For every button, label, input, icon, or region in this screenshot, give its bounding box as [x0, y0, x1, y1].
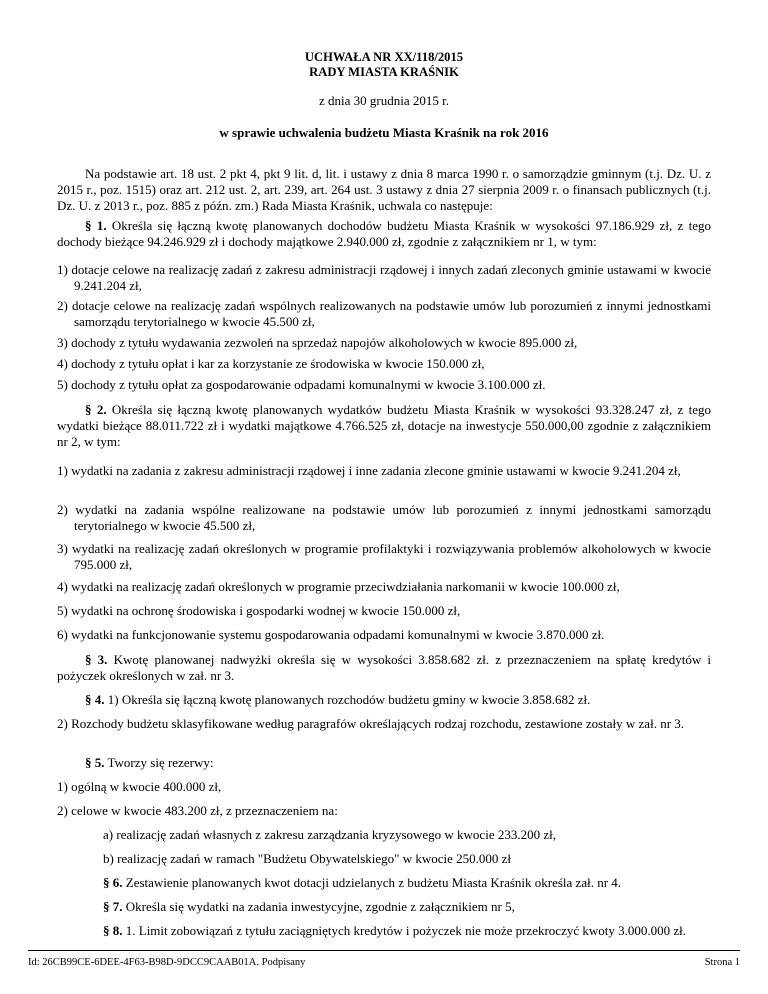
section-8-label: § 8. — [103, 923, 123, 938]
s5-item-2: 2) celowe w kwocie 483.200 zł, z przeznaczeniem na: — [57, 803, 338, 818]
section-5-label: § 5. — [85, 755, 105, 770]
s2-item-2: 2) wydatki na zadania wspólne realizowane na podstawie umów lub porozumień z innymi jednostkami samorządu terytorialnego w kwocie 45.500 zł, — [57, 502, 711, 533]
s2-item-6: 6) wydatki na funkcjonowanie systemu gospodarowania odpadami komunalnymi w kwocie 3.870.000 zł. — [57, 627, 605, 642]
section-5-text: Tworzy się rezerwy: — [104, 755, 214, 770]
s2-item-3: 3) wydatki na realizację zadań określonych w programie profilaktyki i rozwiązywania problemów alkoholowych w kwocie 795.000 zł, — [57, 541, 711, 572]
footer-document-id: Id: 26CB99CE-6DEE-4F63-B98D-9DCC9CAAB01A. Podpisany — [28, 957, 306, 968]
section-3 — [57, 652, 711, 684]
s1-item-5: 5) dochody z tytułu opłat za gospodarowanie odpadami komunalnymi w kwocie 3.100.000 zł. — [57, 377, 546, 392]
s5-item-1: 1) ogólną w kwocie 400.000 zł, — [57, 779, 222, 794]
section-8 — [103, 923, 711, 939]
section-7-label: § 7. — [103, 899, 123, 914]
section-2-label: § 2. — [85, 402, 107, 417]
section-8-text: 1. Limit zobowiązań z tytułu zaciągniętych kredytów i pożyczek nie może przekroczyć kwoty 3.000.000 zł. — [122, 923, 686, 938]
section-3-label: § 3. — [85, 652, 108, 667]
section-1-text: Określa się łączną kwotę planowanych dochodów budżetu Miasta Kraśnik w wysokości 97.186.929 zł, z tego dochody bieżące 94.246.929 zł i dochody majątkowe 2.940.000 zł, zgodnie z załącznikiem nr 1, w tym: — [57, 218, 711, 249]
section-4-text: 1) Określa się łączną kwotę planowanych rozchodów budżetu gminy w kwocie 3.858.682 zł. — [104, 692, 591, 707]
s2-item-1: 1) wydatki na zadania z zakresu administracji rządowej i inne zadania zlecone gminie ustawami w kwocie 9.241.204 zł, — [57, 463, 681, 478]
s5-sub-b: b) realizację zadań w ramach "Budżetu Obywatelskiego" w kwocie 250.000 zł — [103, 851, 512, 866]
s1-item-1: 1) dotacje celowe na realizację zadań z zakresu administracji rządowej i innych zadań zleconych gminie ustawami w kwocie 9.241.204 zł, — [57, 262, 711, 293]
footer-page-number: Strona 1 — [704, 957, 740, 968]
s1-item-3: 3) dochody z tytułu wydawania zezwoleń na sprzedaż napojów alkoholowych w kwocie 895.000 zł, — [57, 335, 578, 350]
section-7 — [103, 899, 711, 915]
document-date: z dnia 30 grudnia 2015 r. — [319, 93, 449, 108]
section-6-label: § 6. — [103, 875, 123, 890]
section-3-text: Kwotę planowanej nadwyżki określa się w wysokości 3.858.682 zł. z przeznaczeniem na spłatę kredytów i pożyczek określonych w zał. nr 3. — [57, 652, 712, 683]
section-2-text: Określa się łączną kwotę planowanych wydatków budżetu Miasta Kraśnik w wysokości 93.328.247 zł, z tego wydatki bieżące 88.011.722 zł i wydatki majątkowe 4.766.525 zł, dotacje na inwestycje 550.000,00 zgodnie z załącznikiem nr 2, w tym: — [57, 402, 711, 449]
s1-item-2: 2) dotacje celowe na realizację zadań wspólnych realizowanych na podstawie umów lub porozumień z innymi jednostkami samorządu terytorialnego w kwocie 45.500 zł, — [57, 298, 711, 329]
section-1 — [57, 218, 711, 250]
s1-item-4: 4) dochody z tytułu opłat i kar za korzystanie ze środowiska w kwocie 150.000 zł, — [57, 356, 485, 371]
s2-item-5: 5) wydatki na ochronę środowiska i gospodarki wodnej w kwocie 150.000 zł, — [57, 603, 461, 618]
section-2 — [57, 402, 711, 450]
s5-sub-a: a) realizację zadań własnych z zakresu zarządzania kryzysowego w kwocie 233.200 zł, — [103, 827, 556, 842]
section-5 — [57, 755, 711, 771]
section-7-text: Określa się wydatki na zadania inwestycyjne, zgodnie z załącznikiem nr 5, — [122, 899, 515, 914]
section-4 — [57, 692, 711, 708]
s4-item-2: 2) Rozchody budżetu sklasyfikowane według paragrafów określających rodzaj rozchodu, zestawione zostały w zał. nr 3. — [57, 716, 685, 731]
section-4-label: § 4. — [85, 692, 105, 707]
footer-divider — [28, 950, 740, 951]
document-title-line2: RADY MIASTA KRAŚNIK — [309, 65, 459, 79]
section-6 — [103, 875, 711, 891]
s2-item-4: 4) wydatki na realizację zadań określonych w programie przeciwdziałania narkomanii w kwocie 100.000 zł, — [57, 579, 620, 594]
section-6-text: Zestawienie planowanych kwot dotacji udzielanych z budżetu Miasta Kraśnik określa zał. nr 4. — [122, 875, 622, 890]
document-title-line1: UCHWAŁA NR XX/118/2015 — [304, 50, 464, 64]
document-subject: w sprawie uchwalenia budżetu Miasta Kraśnik na rok 2016 — [219, 125, 549, 140]
section-1-label: § 1. — [85, 218, 107, 233]
preamble: Na podstawie art. 18 ust. 2 pkt 4, pkt 9 lit. d, lit. i ustawy z dnia 8 marca 1990 r. o samorządzie gminnym (t.j. Dz. U. z 2015 r., poz. 1515) oraz art. 212 ust. 2, art. 239, art. 264 ust. 3 ustawy z dnia 27 sierpnia 2009 r. o finansach publicznych (t.j. Dz. U. z 2013 r., poz. 885 z późn. zm.) Rada Miasta Kraśnik, uchwala co następuje: — [57, 166, 711, 213]
